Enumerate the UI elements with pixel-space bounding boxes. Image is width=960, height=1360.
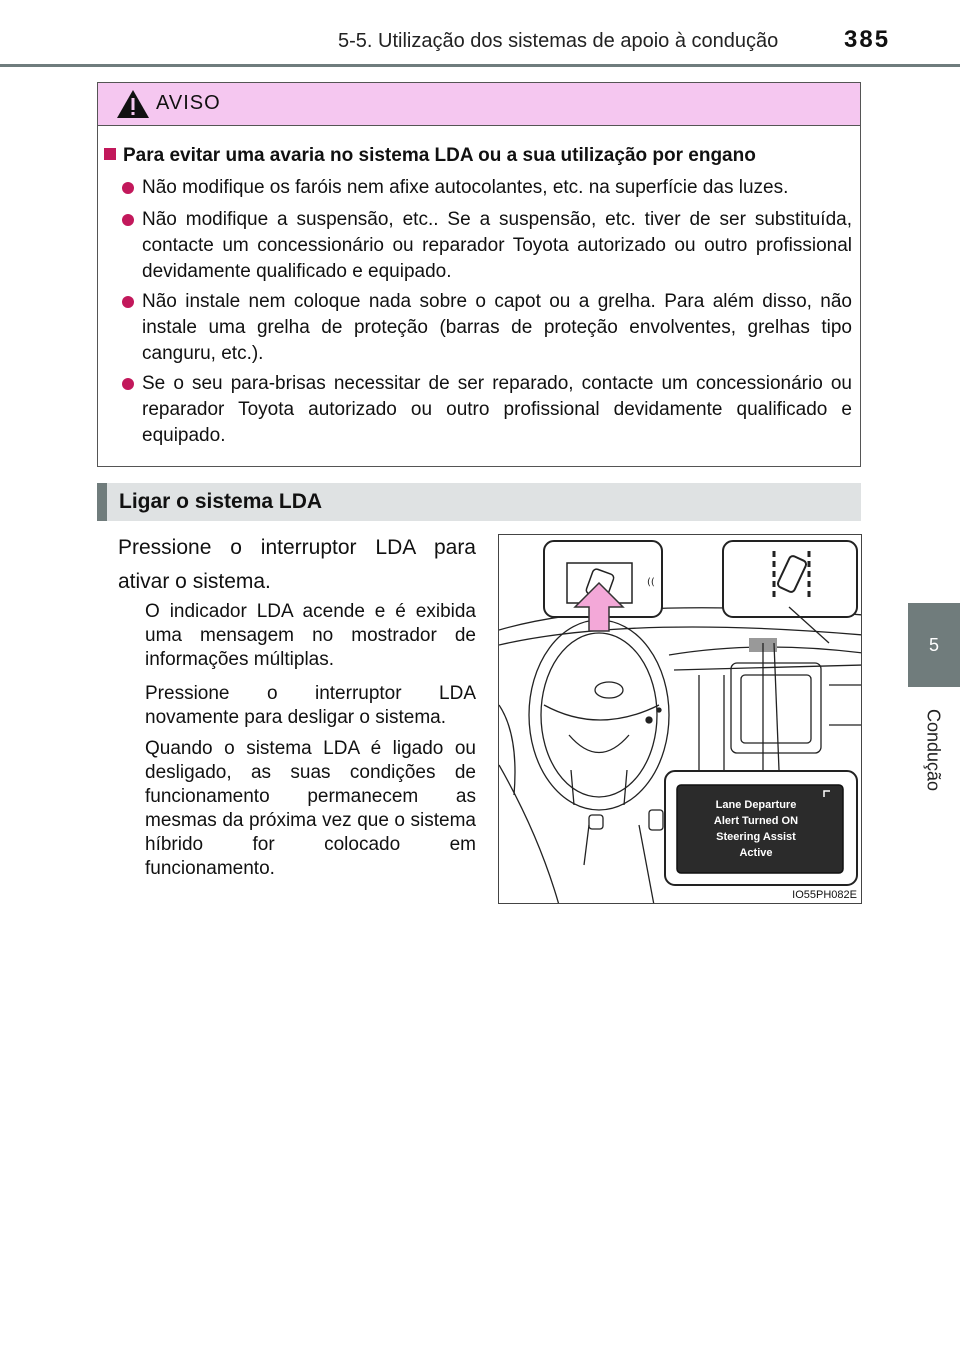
display-line: Lane Departure (715, 799, 797, 811)
warning-bullet (122, 371, 852, 449)
section-title: Ligar o sistema LDA (119, 490, 323, 513)
chapter-label-text: Condução (923, 708, 944, 792)
warning-bullet (122, 289, 852, 367)
chapter-number: 5 (928, 634, 939, 655)
square-bullet-icon (104, 148, 116, 160)
warning-bullet (122, 207, 852, 285)
warning-bullet-text: Se o seu para-brisas necessitar de ser reparado, contacte um concessionário ou reparador Toyota autorizado ou outro profissional devidamente qualificado e equipado. (142, 373, 852, 446)
warning-header (98, 83, 860, 126)
warning-heading-text: Para evitar uma avaria no sistema LDA ou a sua utilização por engano (123, 145, 756, 166)
bullet-dot-icon (122, 214, 134, 226)
figure-code: IO55PH082E (792, 889, 857, 901)
bullet-dot-icon (122, 296, 134, 308)
warning-bullet-text: Não instale nem coloque nada sobre o capot ou a grelha. Para além disso, não instale uma grelha de proteção (barras de proteção envolventes, grelhas tipo canguru, etc.). (142, 291, 852, 364)
header-rule (0, 64, 960, 67)
warning-bullet-text: Não modifique os faróis nem afixe autocolantes, etc. na superfície das luzes. (142, 177, 789, 198)
section-title-bar (97, 483, 861, 521)
bullet-dot-icon (122, 378, 134, 390)
warning-label: AVISO (156, 92, 221, 114)
warning-bullet-text: Não modifique a suspensão, etc.. Se a suspensão, etc. tiver de ser substituída, contacte um concessionário ou reparador Toyota autorizado ou outro profissional devidamente qualificado e equipado. (142, 209, 852, 282)
instruction-text: Pressione o interruptor LDA para ativar o sistema. (118, 536, 476, 593)
warning-box (97, 82, 861, 467)
display-line: Alert Turned ON (713, 815, 799, 827)
page-number: 385 (844, 26, 891, 53)
section-header-title: 5-5. Utilização dos sistemas de apoio à condução (338, 30, 779, 52)
detail-paragraph: Quando o sistema LDA é ligado ou desligado, as suas condições de funcionamento permanecem as mesmas da próxima vez que o sistema híbrido for colocado em funcionamento. (145, 738, 476, 879)
chapter-label (907, 700, 959, 800)
warning-bullet (122, 175, 852, 201)
chapter-tab[interactable] (908, 603, 960, 687)
warning-triangle-icon (116, 89, 150, 119)
bullet-dot-icon (122, 182, 134, 194)
display-line: Active (739, 847, 773, 859)
detail-paragraph: O indicador LDA acende e é exibida uma mensagem no mostrador de informações múltiplas. (145, 601, 476, 670)
display-line: Steering Assist (716, 831, 796, 843)
warning-heading (104, 145, 756, 167)
svg-text:((: (( (647, 577, 655, 588)
detail-paragraph: Pressione o interruptor LDA novamente para desligar o sistema. (145, 683, 476, 728)
dashboard-figure (498, 534, 862, 904)
